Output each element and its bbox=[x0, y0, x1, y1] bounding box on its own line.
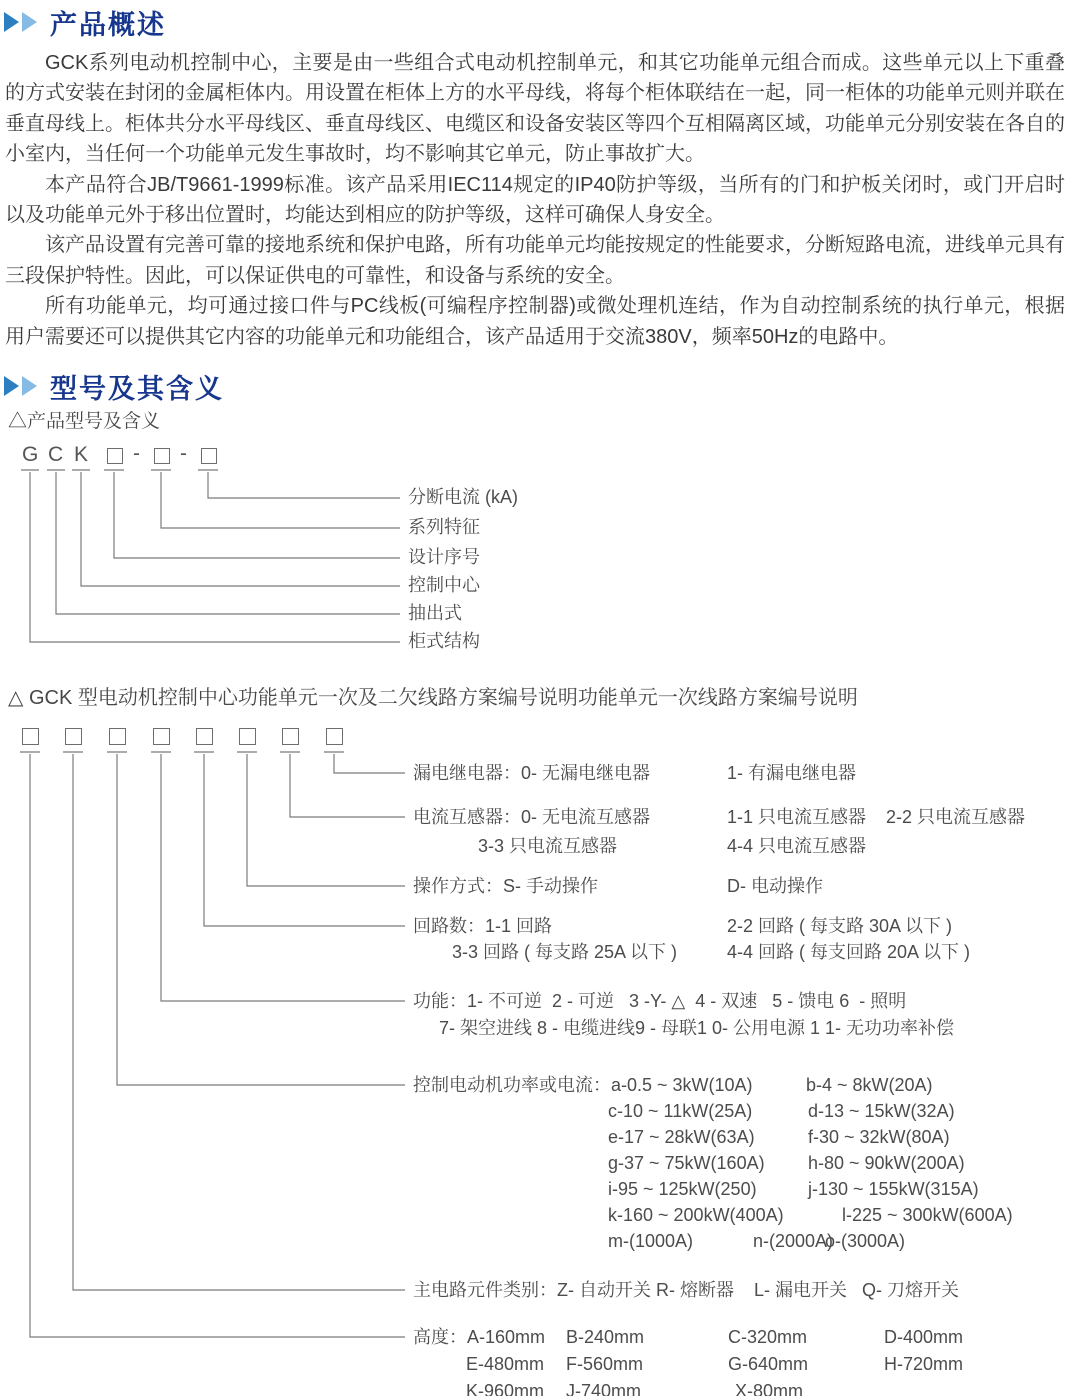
scheme-box-2 bbox=[65, 728, 82, 745]
scheme-label-ct-opt: 3-3 只电流互感器 bbox=[478, 836, 618, 856]
line-leakage-relay bbox=[334, 754, 405, 773]
scheme-label-ct: 电流互感器：0- 无电流互感器 bbox=[413, 807, 651, 827]
arrow-triangle-light-icon bbox=[22, 376, 37, 396]
scheme-label-power-opt: f-30 ~ 32kW(80A) bbox=[808, 1127, 950, 1147]
code-dash: - bbox=[180, 442, 187, 465]
code-letter-g: G bbox=[22, 443, 39, 466]
model-label-breaking-current: 分断电流 (kA) bbox=[408, 487, 518, 507]
scheme-label-height-opt: X-80mm bbox=[735, 1381, 804, 1396]
scheme-box-5 bbox=[196, 728, 213, 745]
scheme-label-height-opt: E-480mm bbox=[466, 1354, 545, 1374]
scheme-label-operation-opt: D- 电动操作 bbox=[727, 876, 823, 896]
scheme-box-1 bbox=[22, 728, 39, 745]
scheme-label-power-opt: n-(2000A) bbox=[753, 1231, 834, 1251]
scheme-label-power-opt: l-225 ~ 300kW(600A) bbox=[842, 1205, 1013, 1225]
line-height bbox=[30, 754, 405, 1337]
code-letter-c: C bbox=[48, 443, 64, 466]
scheme-label-motor-power: 控制电动机功率或电流：a-0.5 ~ 3kW(10A) bbox=[413, 1075, 753, 1095]
scheme-label-function: 功能：1- 不可逆 2 - 可逆 3 -Y- △ 4 - 双速 5 - 馈电 6 - 照明 bbox=[413, 991, 907, 1011]
model-label-cabinet-structure: 柜式结构 bbox=[408, 631, 480, 651]
scheme-label-power-opt: e-17 ~ 28kW(63A) bbox=[608, 1127, 755, 1147]
scheme-label-height-opt: K-960mm bbox=[466, 1381, 545, 1396]
model-label-design-serial: 设计序号 bbox=[408, 547, 480, 567]
section-header-model bbox=[4, 370, 224, 402]
scheme-label-circuits-opt: 3-3 回路 ( 每支路 25A 以下 ) bbox=[452, 942, 678, 962]
scheme-label-leakage-relay: 漏电继电器：0- 无漏电继电器 bbox=[413, 763, 651, 783]
model-title: 型号及其含义 bbox=[50, 373, 224, 404]
overview-paragraph: GCK系列电动机控制中心，主要是由一些组合式电动机控制单元，和其它功能单元组合而成。这些单元以上下重叠的方式安装在封闭的金属柜体内。用设置在柜体上方的水平母线，将每个柜体联结在一起，同一柜体的功能单元则并联在垂直母线上。柜体共分水平母线区、垂直母线区、电缆区和设备安装区等四个互相隔离区域，功能单元分别安装在各自的小室内，当任何一个功能单元发生事故时，均不影响其它单元，防止事故扩大。 bbox=[5, 52, 1065, 166]
line-main-circuit bbox=[73, 754, 405, 1290]
model-label-control-center: 控制中心 bbox=[408, 575, 480, 595]
scheme-label-ct-opt: 1-1 只电流互感器 bbox=[727, 807, 867, 827]
scheme-box-3 bbox=[109, 728, 126, 745]
scheme-box-8 bbox=[326, 728, 343, 745]
scheme-label-power-opt: m-(1000A) bbox=[608, 1231, 694, 1251]
scheme-label-height: 高度：A-160mm bbox=[413, 1327, 546, 1347]
scheme-label-circuits-opt: 4-4 回路 ( 每支回路 20A 以下 ) bbox=[727, 942, 971, 962]
line-circuits bbox=[204, 754, 405, 926]
scheme-label-power-opt: o-(3000A) bbox=[825, 1231, 906, 1251]
overview-paragraph: 所有功能单元，均可通过接口件与PC线板(可编程序控制器)或微处理机连结，作为自动控制系统的执行单元，根据用户需要还可以提供其它内容的功能单元和功能组合，该产品适用于交流380V，频率50Hz的电路中。 bbox=[5, 295, 1065, 348]
scheme-label-height-opt: F-560mm bbox=[566, 1354, 644, 1374]
model-code-box bbox=[154, 448, 170, 464]
scheme-label-power-opt: c-10 ~ 11kW(25A) bbox=[608, 1101, 753, 1121]
line-drawout-type bbox=[56, 472, 400, 614]
scheme-subtitle: △ GCK 型电动机控制中心功能单元一次及二欠线路方案编号说明功能单元一次线路方案编号说明 bbox=[8, 687, 858, 709]
model-code-box bbox=[107, 448, 123, 464]
scheme-label-leakage-opt: 1- 有漏电继电器 bbox=[727, 763, 857, 783]
scheme-label-circuits-opt: 2-2 回路 ( 每支路 30A 以下 ) bbox=[727, 916, 953, 936]
arrow-triangle-dark-icon bbox=[4, 376, 19, 396]
scheme-label-circuits: 回路数：1-1 回路 bbox=[413, 916, 553, 936]
line-breaking-current bbox=[208, 472, 400, 498]
line-cabinet-structure bbox=[30, 472, 400, 642]
line-design-serial bbox=[114, 472, 400, 558]
scheme-label-ct-opt: 4-4 只电流互感器 bbox=[727, 836, 867, 856]
code-letter-k: K bbox=[74, 443, 89, 466]
model-label-series-feature: 系列特征 bbox=[408, 517, 480, 537]
line-series-feature bbox=[161, 472, 400, 528]
overview-paragraph: 本产品符合JB/T9661-1999标准。该产品采用IEC114规定的IP40防护等级，当所有的门和护板关闭时，或门开启时以及功能单元外于移出位置时，均能达到相应的防护等级，这样可确保人身安全。 bbox=[5, 173, 1065, 227]
code-dash: - bbox=[133, 442, 140, 465]
overview-title: 产品概述 bbox=[50, 9, 166, 40]
scheme-label-power-opt: k-160 ~ 200kW(400A) bbox=[608, 1205, 784, 1225]
scheme-label-power-opt: d-13 ~ 15kW(32A) bbox=[808, 1101, 955, 1121]
scheme-label-height-opt: B-240mm bbox=[566, 1327, 645, 1347]
line-function bbox=[161, 754, 405, 1001]
model-subtitle: △产品型号及含义 bbox=[8, 411, 161, 432]
overview-paragraph: 该产品设置有完善可靠的接地系统和保护电路，所有功能单元均能按规定的性能要求，分断短路电流，进线单元具有三段保护特性。因此，可以保证供电的可靠性，和设备与系统的安全。 bbox=[5, 234, 1065, 287]
scheme-label-height-opt: G-640mm bbox=[728, 1354, 809, 1374]
overview-paragraphs bbox=[5, 48, 1065, 352]
scheme-label-function-opt: 7- 架空进线 8 - 电缆进线9 - 母联1 0- 公用电源 1 1- 无功功率补偿 bbox=[439, 1018, 955, 1038]
line-control-center bbox=[81, 472, 400, 586]
scheme-box-6 bbox=[239, 728, 256, 745]
scheme-box-7 bbox=[282, 728, 299, 745]
arrow-triangle-dark-icon bbox=[4, 12, 19, 32]
line-motor-power bbox=[117, 754, 405, 1085]
line-ct bbox=[290, 754, 405, 817]
model-code-box bbox=[201, 448, 217, 464]
scheme-label-power-opt: j-130 ~ 155kW(315A) bbox=[808, 1179, 979, 1199]
model-label-drawout-type: 抽出式 bbox=[408, 603, 462, 623]
scheme-label-operation: 操作方式：S- 手动操作 bbox=[413, 876, 599, 896]
scheme-label-height-opt: C-320mm bbox=[728, 1327, 808, 1347]
scheme-label-height-opt: J-740mm bbox=[566, 1381, 642, 1396]
arrow-triangle-light-icon bbox=[22, 12, 37, 32]
scheme-label-height-opt: H-720mm bbox=[884, 1354, 964, 1374]
scheme-label-ct-opt: 2-2 只电流互感器 bbox=[886, 807, 1026, 827]
scheme-label-power-opt: g-37 ~ 75kW(160A) bbox=[608, 1153, 765, 1173]
scheme-label-power-opt: h-80 ~ 90kW(200A) bbox=[808, 1153, 965, 1173]
scheme-label-height-opt: D-400mm bbox=[884, 1327, 964, 1347]
section-header-overview bbox=[4, 6, 166, 38]
scheme-box-4 bbox=[153, 728, 170, 745]
scheme-label-power-opt: i-95 ~ 125kW(250) bbox=[608, 1179, 757, 1199]
line-operation bbox=[247, 754, 405, 886]
scheme-label-main-circuit: 主电路元件类别：Z- 自动开关 R- 熔断器 L- 漏电开关 Q- 刀熔开关 bbox=[413, 1280, 959, 1300]
scheme-label-power-opt: b-4 ~ 8kW(20A) bbox=[806, 1075, 933, 1095]
